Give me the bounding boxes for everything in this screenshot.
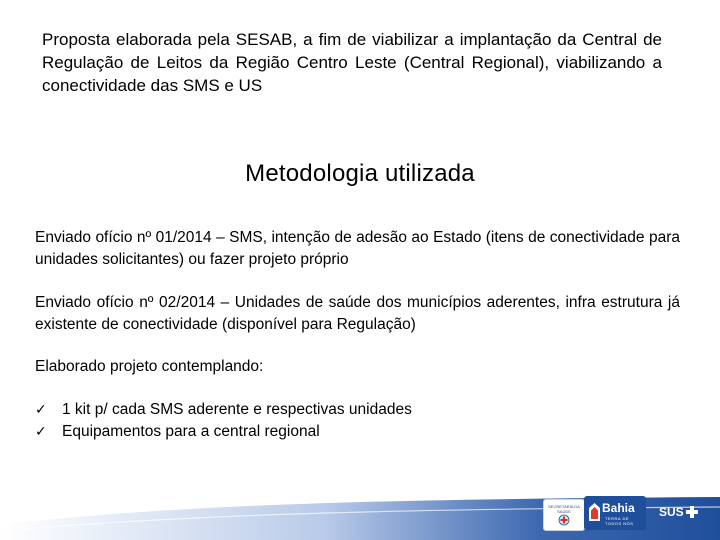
sus-logo-text: SUS — [659, 505, 684, 519]
checklist-item — [35, 421, 412, 443]
bahia-emblem-icon — [588, 502, 601, 522]
checkmark-icon: ✓ — [35, 424, 47, 440]
paragraph-projeto: Elaborado projeto contemplando: — [35, 358, 264, 375]
checkmark-icon: ✓ — [35, 402, 47, 418]
checklist-item — [35, 399, 412, 421]
sus-cross-icon — [685, 505, 699, 519]
bahia-logo-text: Bahia — [602, 501, 635, 515]
checklist-item-text: 1 kit p/ cada SMS aderente e respectivas unidades — [62, 401, 412, 418]
intro-paragraph: Proposta elaborada pela SESAB, a fim de viabilizar a implantação da Central de Regulação de Leitos da Região Centro Leste (Central Regional), viabilizando a conectividade das SMS e US — [42, 30, 662, 95]
paragraph-oficio-02: Enviado ofício nº 02/2014 – Unidades de saúde dos municípios aderentes, infra estrutura já existente de conectividade (disponível para Regulação) — [35, 294, 680, 333]
bahia-logo — [584, 496, 646, 530]
bahia-logo-subtext: TERRA DE TODOS NÓS — [605, 516, 634, 526]
paragraph-oficio-01: Enviado ofício nº 01/2014 – SMS, intenção de adesão ao Estado (itens de conectividade para unidades solicitantes) ou fazer projeto próprio — [35, 229, 680, 268]
sesab-logo — [543, 499, 585, 531]
section-heading: Metodologia utilizada — [245, 160, 475, 187]
checklist-item-text: Equipamentos para a central regional — [62, 423, 320, 440]
checklist — [35, 399, 412, 443]
sesab-emblem-icon — [558, 514, 570, 526]
sesab-logo-text: SECRETARIA DA SAÚDE — [548, 504, 580, 514]
